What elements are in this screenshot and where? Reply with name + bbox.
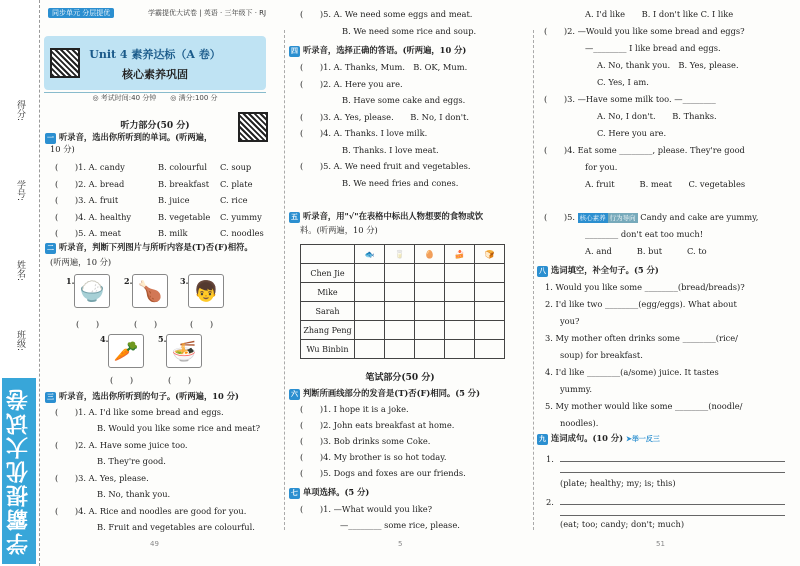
word-option: C. rice [220,195,248,205]
word-option: B. breakfast [158,178,210,189]
fill-in-item: noodles). [560,418,599,428]
answer-option: ( )4. A. Thanks. I love milk. [300,128,428,138]
option: B. They're good. [97,456,166,466]
exam-info: ◎ 考试时间:40 分钟 ◎ 满分:100 分 [44,92,266,102]
class-label: 班级: [15,330,25,352]
word-option: C. yummy [220,211,262,222]
unit-banner [44,36,266,90]
option: B. We need some rice and soup. [342,26,477,36]
page-number: 49 [150,540,159,548]
word-option: B. milk [158,228,188,238]
word-option: C. plate [220,178,253,189]
name-label: 姓名: [15,260,25,282]
column-divider [533,30,534,530]
section-7-title: 七 单项选择。(5 分) [291,487,370,497]
section-3-title: 三 听录音，选出你所听到的句子。(听两遍，10 分) [47,391,239,401]
fill-in-item: 5. My mother would like some ________(noodle/ [545,401,743,411]
pronunciation-item: ( )5. Dogs and foxes are our friends. [300,468,466,478]
question-line: A. No, I don't. B. Thanks. [597,111,717,121]
fish-icon: 🐟 [355,245,385,264]
word-option: ( )1. A. candy [55,162,125,172]
bread-icon: 🍞 [475,245,505,264]
section-1-score: 10 分) [50,144,75,154]
question: ( )3. A. Yes, please. [55,473,149,483]
header-left: 同步单元 分层提优 [48,8,114,18]
page-number: 5 [398,540,403,548]
binding-margin [0,0,40,566]
unit-subtitle: 核心素养巩固 [122,68,188,81]
word-option: ( )2. A. bread [55,178,125,189]
answer-option: ( )2. A. Here you are. [300,78,403,89]
fill-in-item: you? [560,316,580,326]
page-number: 51 [656,540,665,548]
pronunciation-item: ( )1. I hope it is a joke. [300,404,409,414]
word-option: ( )4. A. healthy [55,211,132,222]
question: ( )1. A. I'd like some bread and eggs. [55,407,224,417]
student-id-label: 学号: [15,180,25,202]
word-hint: (eat; too; candy; don't; much) [560,519,685,529]
item-number: 2. [546,497,554,507]
listening-title: 听力部分(50 分) [120,121,190,131]
unit-title: Unit 4 素养达标（A 卷） [89,48,221,61]
section-8-title: 八 选词填空，补全句子。(5 分) [539,265,659,275]
written-title: 笔试部分(50 分) [365,373,435,383]
fill-in-item: 4. I'd like ________(a/some) juice. It tastes [545,367,719,377]
question-line: A. I'd like B. I don't like C. I like [585,9,734,19]
person-name: Sarah [301,302,355,321]
question: ( )1. —What would you like? [300,504,433,514]
rice-bowl-image: 🍚 [74,274,110,308]
eggs-icon: 🥚 [415,245,445,264]
section-2-score: (听两遍，10 分) [50,257,112,267]
person-name: Chen Jie [301,264,355,283]
food-plate-image: 🍗 [132,274,168,308]
section-9-title: 九 连词成句。(10 分) ➤举一反三 [539,433,660,443]
pic-number: 2. [124,276,133,286]
boy-eating-image: 👦 [188,274,224,308]
word-option: C. noodles [220,228,264,238]
column-divider [284,30,285,530]
pic-number: 4. [100,334,109,344]
person-name: Zhang Peng [301,321,355,340]
question-line: for you. [585,162,618,172]
answer-blank[interactable]: ( ) [168,375,192,385]
pronunciation-item: ( )3. Bob drinks some Coke. [300,436,431,446]
answer-line[interactable] [560,515,785,516]
fill-in-item: 2. I'd like two ________(egg/eggs). What about [545,299,737,309]
section-6-title: 六 判断所画线部分的发音是(T)否(F)相同。(5 分) [291,388,481,398]
answer-option: ( )3. A. Yes, please. B. No, I don't. [300,111,470,122]
answer-option: B. Thanks. I love meat. [342,144,439,155]
food-table [300,244,505,359]
question-line: A. No, thank you. B. Yes, please. [597,60,739,70]
question-line: A. fruit B. meat C. vegetables [585,179,746,189]
answer-line[interactable] [560,461,785,462]
header-book: 学霸提优大试卷 | 英语 · 三年级下 · RJ [148,9,267,17]
word-option: C. soup [220,162,252,172]
pic-number: 5. [158,334,167,344]
question-line: ( )4. Eat some ________, please. They're good [544,145,745,155]
word-option: B. juice [158,195,190,205]
qr-code-icon [238,112,268,142]
question-line: ( )3. —Have some milk too. —________ [544,94,716,104]
hint-link[interactable]: ➤举一反三 [625,434,660,443]
answer-blank[interactable]: ( ) [110,375,134,385]
answer-option: B. Have some cake and eggs. [342,95,466,105]
item-number: 1. [546,454,554,464]
section-5-title-cont: 料。(听两遍，10 分) [300,225,378,235]
section-1-title: 一 听录音，选出你所听到的单词。(听两遍， [47,132,213,142]
score-label: 得分: [15,100,25,122]
question-line: A. and B. but C. to [585,246,707,256]
fill-in-item: 3. My mother often drinks some ________(rice/ [545,333,738,343]
answer-line[interactable] [560,504,785,505]
pic-number: 3. [180,276,189,286]
word-option: B. vegetable [158,211,211,222]
question-line: C. Yes, I am. [597,77,649,87]
question-line: ( )2. —Would you like some bread and eggs? [544,26,745,36]
brand-strip: 学霸提优大试卷 [2,378,36,564]
question-line: C. Here you are. [597,128,667,138]
answer-line[interactable] [560,472,785,473]
person-name: Wu Binbin [301,340,355,359]
word-option: ( )5. A. meat [55,228,121,238]
answer-blank[interactable]: ( ) [76,319,100,329]
milk-carton-icon: 🥛 [385,245,415,264]
question: ( )4. A. Rice and noodles are good for you. [55,506,247,516]
option: B. No, thank you. [97,489,171,499]
q5-line: ( )5. 核心素养 行为导向 Candy and cake are yummy, [544,212,759,222]
person-name: Mike [301,283,355,302]
answer-option: ( )1. A. Thanks, Mum. B. OK, Mum. [300,62,468,72]
section-5-title: 五 听录音，用"√"在表格中标出人物想要的食物或饮 [291,211,484,221]
answer-blank[interactable]: ( ) [190,319,214,329]
question: ( )2. A. Have some juice too. [55,440,188,450]
word-option: B. colourful [158,162,208,172]
question-line: —________ I like bread and eggs. [585,43,721,53]
answer-option: ( )5. A. We need fruit and vegetables. [300,161,471,171]
cake-icon: 🍰 [445,245,475,264]
word-hint: (plate; healthy; my; is; this) [560,478,676,488]
vegetables-image: 🥕 [108,334,144,368]
option: B. Fruit and vegetables are colourful. [97,522,255,532]
pic-number: 1. [66,276,75,286]
answer-option: B. We need fries and cones. [342,177,459,188]
fill-in-item: yummy. [560,384,592,394]
answer-line: —________ some rice, please. [340,520,460,530]
word-option: ( )3. A. fruit [55,195,119,205]
section-2-title: 二 听录音，判断下列图片与所听内容是(T)否(F)相符。 [47,242,253,252]
pronunciation-item: ( )4. My brother is so hot today. [300,452,447,462]
pronunciation-item: ( )2. John eats breakfast at home. [300,420,455,430]
fill-in-item: 1. Would you like some ________(bread/breads)? [545,282,745,292]
question-line: ________ don't eat too much! [585,229,704,239]
answer-blank[interactable]: ( ) [134,319,158,329]
fill-in-item: soup) for breakfast. [560,350,643,360]
noodle-soup-image: 🍜 [166,334,202,368]
section-4-title: 四 听录音，选择正确的答语。(听两遍，10 分) [291,45,467,55]
question: ( )5. A. We need some eggs and meat. [300,9,473,19]
option: B. Would you like some rice and meat? [97,423,261,433]
